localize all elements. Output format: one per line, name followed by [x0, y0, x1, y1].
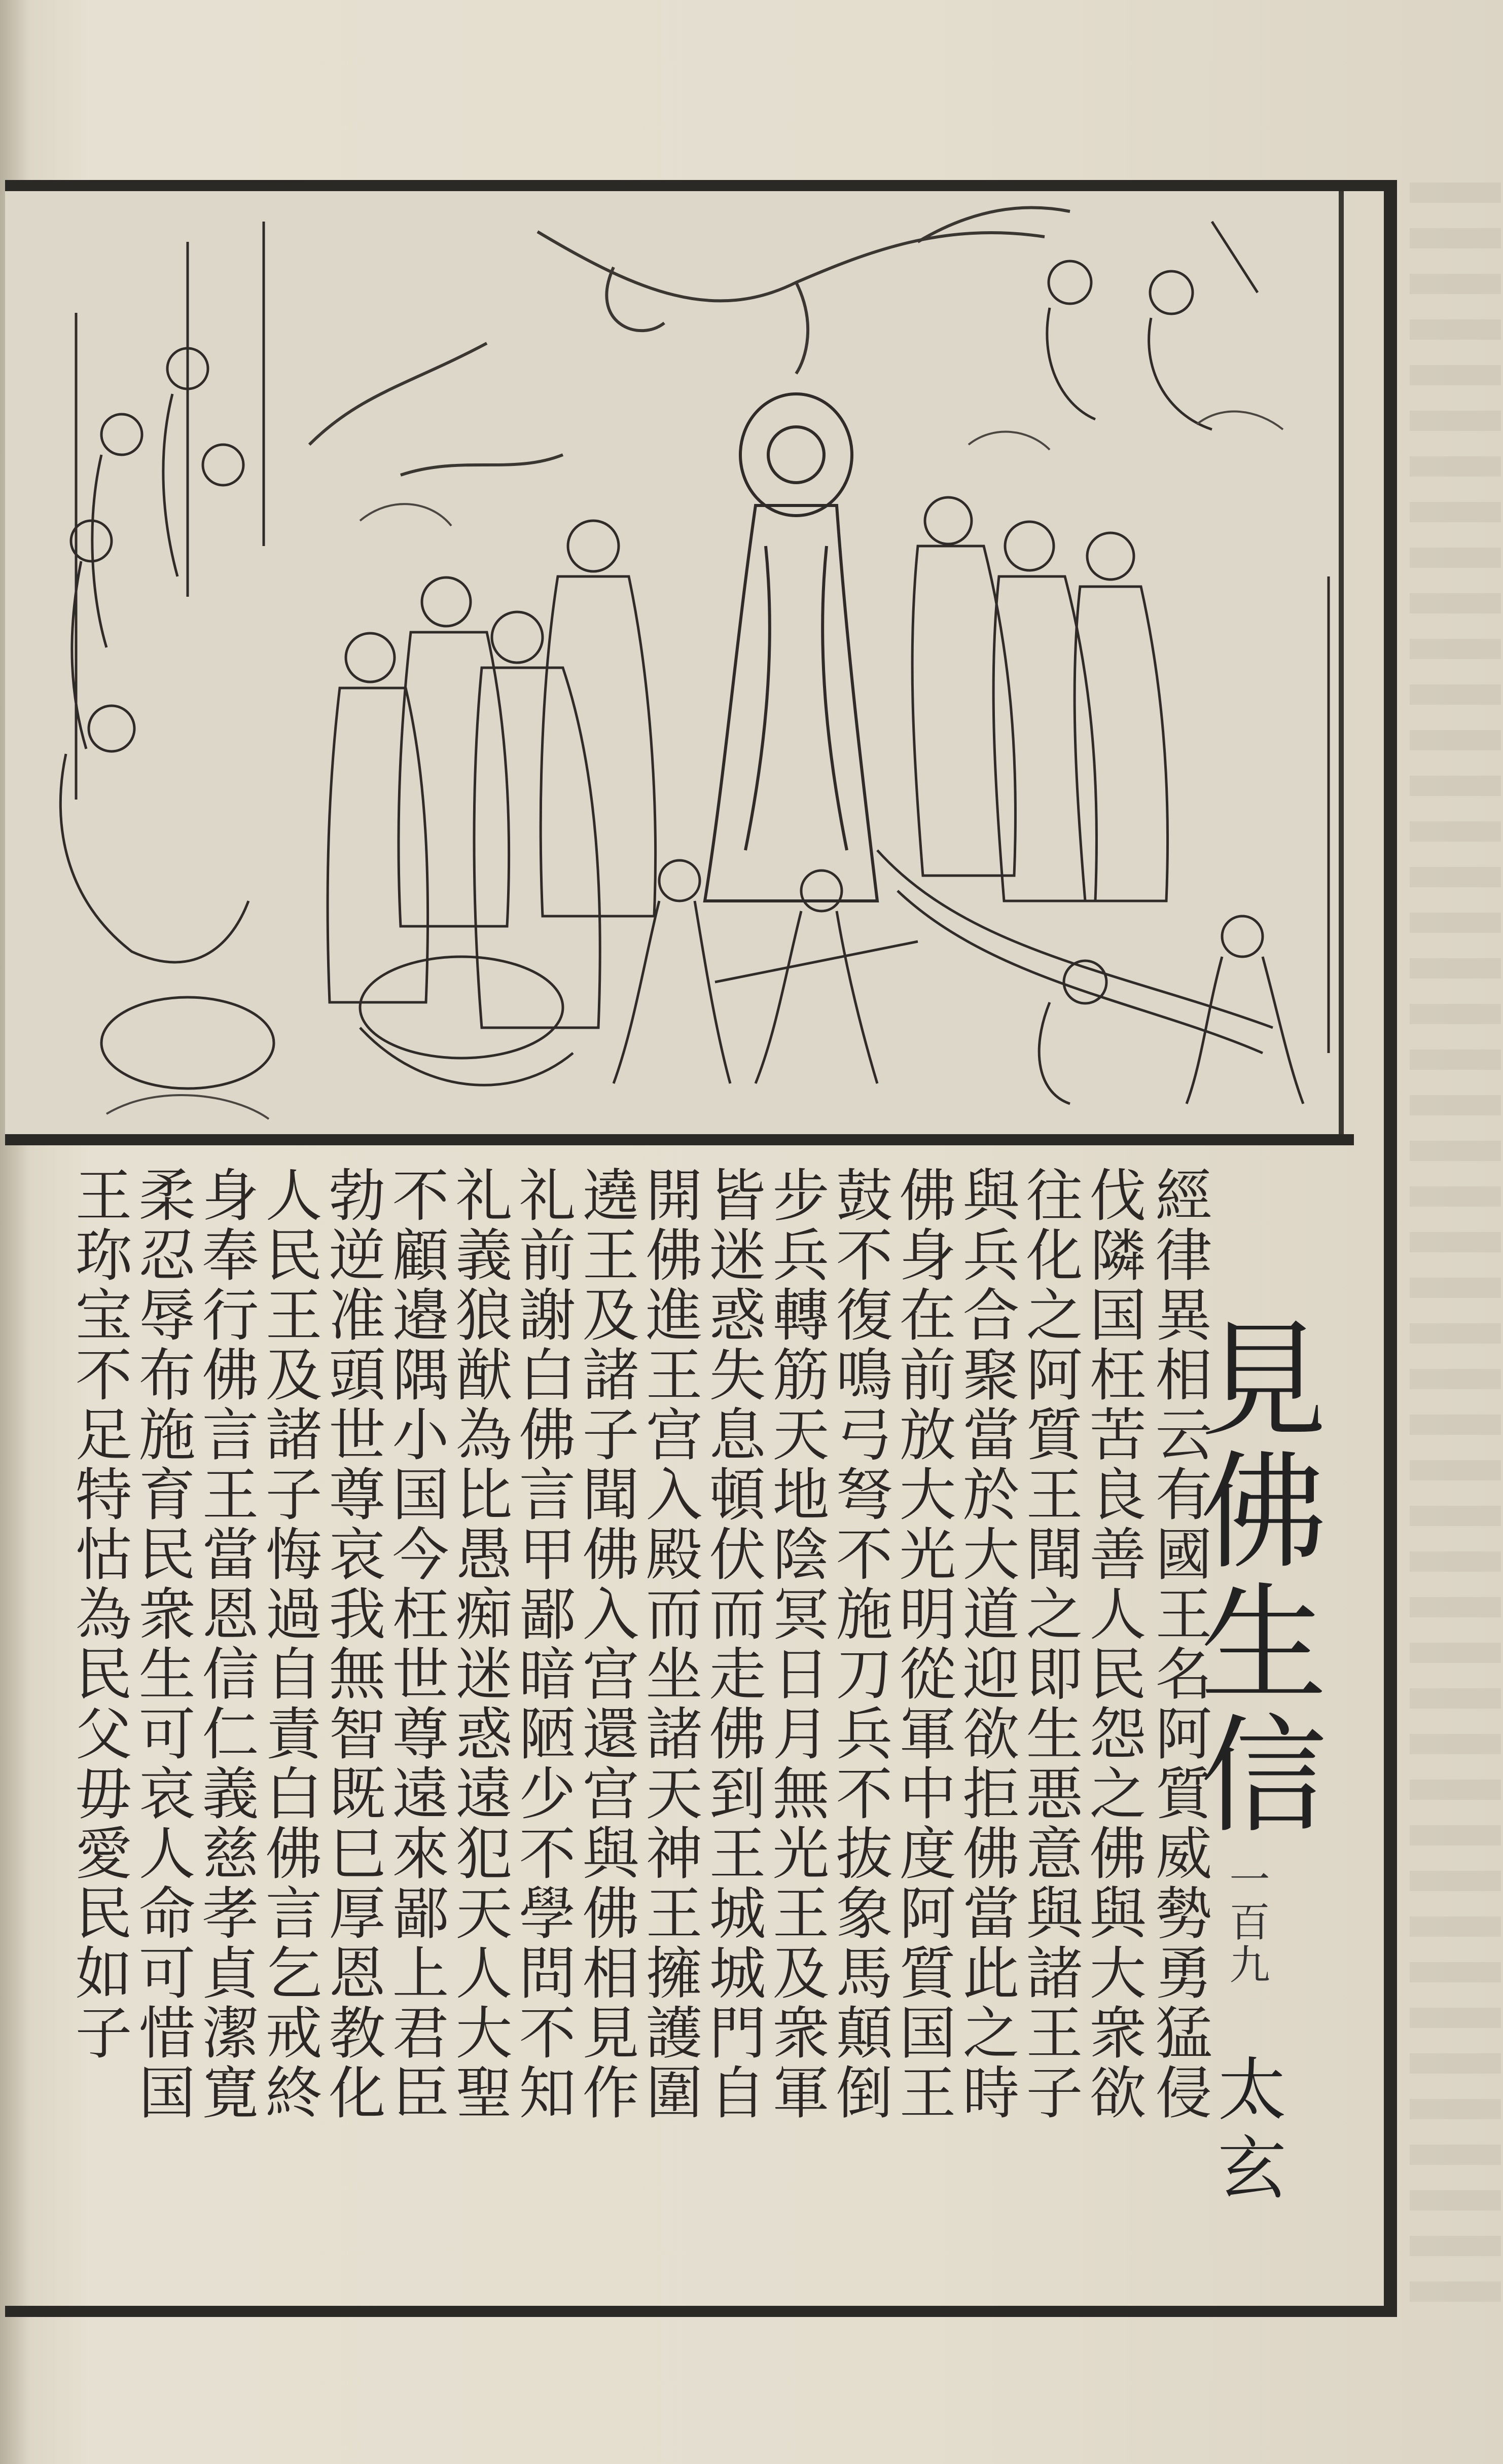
text-column: 經律異相云有國王名阿質威勢勇猛侵: [1146, 1166, 1212, 2123]
text-column: 人民王及諸子悔過自責白佛言乞戒終: [256, 1166, 322, 2123]
text-column: 柔忍辱布施育民衆生可哀人命可惜国: [129, 1166, 195, 2123]
heading-block: [1166, 1161, 1327, 2312]
text-column: 王珎宝不足特怙為民父毋愛民如子: [66, 1166, 132, 2063]
text-column: 鼓不復鳴弓弩不施刀兵不抜象馬顛倒: [827, 1166, 892, 2123]
section-mark: 太玄: [1206, 2053, 1286, 2211]
text-column: 勃逆准頭世尊哀我無智既巳厚恩教化: [319, 1166, 385, 2123]
section-divider: [5, 1134, 1354, 1145]
woodblock-illustration: [5, 191, 1349, 1134]
text-column: 往化之阿質王聞之即生悪意與諸王子: [1017, 1166, 1083, 2123]
text-column: 步兵轉筋天地陰冥日月無光王及衆軍: [763, 1166, 829, 2123]
text-column: 開佛進王宫入殿而坐諸天神王擁護圍: [636, 1166, 702, 2123]
text-column: 不顧邉隅小国今枉世尊遠來鄙上君臣: [383, 1166, 449, 2123]
illustration-drawing: [5, 191, 1349, 1134]
text-column: 礼義狼猷為比愚痴迷惑遠犯天人大聖: [446, 1166, 512, 2123]
illustration-right-rule: [1339, 191, 1344, 1134]
page-title: 見佛生信: [1179, 1313, 1327, 1840]
text-column: 與兵合聚當於大道迎欲拒佛當此之時: [953, 1166, 1019, 2123]
folio-number: 一百九: [1223, 1858, 1270, 1986]
text-column: 皆迷惑失息頓伏而走佛到王城城門自: [700, 1166, 766, 2123]
text-column: 礼前謝白佛言甲鄙暗陋少不學問不知: [510, 1166, 576, 2123]
text-column: 遶王及諸子聞佛入宫還宫與佛相見作: [573, 1166, 639, 2123]
text-column: 伐隣国枉苦良善人民怨之佛與大衆欲: [1080, 1166, 1146, 2123]
facing-page-bleed: [1410, 183, 1501, 2312]
text-column: 身奉行佛言王當恩信仁義慈孝貞潔寛: [193, 1166, 259, 2123]
text-column: 佛身在前放大光明從軍中度阿質国王: [890, 1166, 956, 2123]
